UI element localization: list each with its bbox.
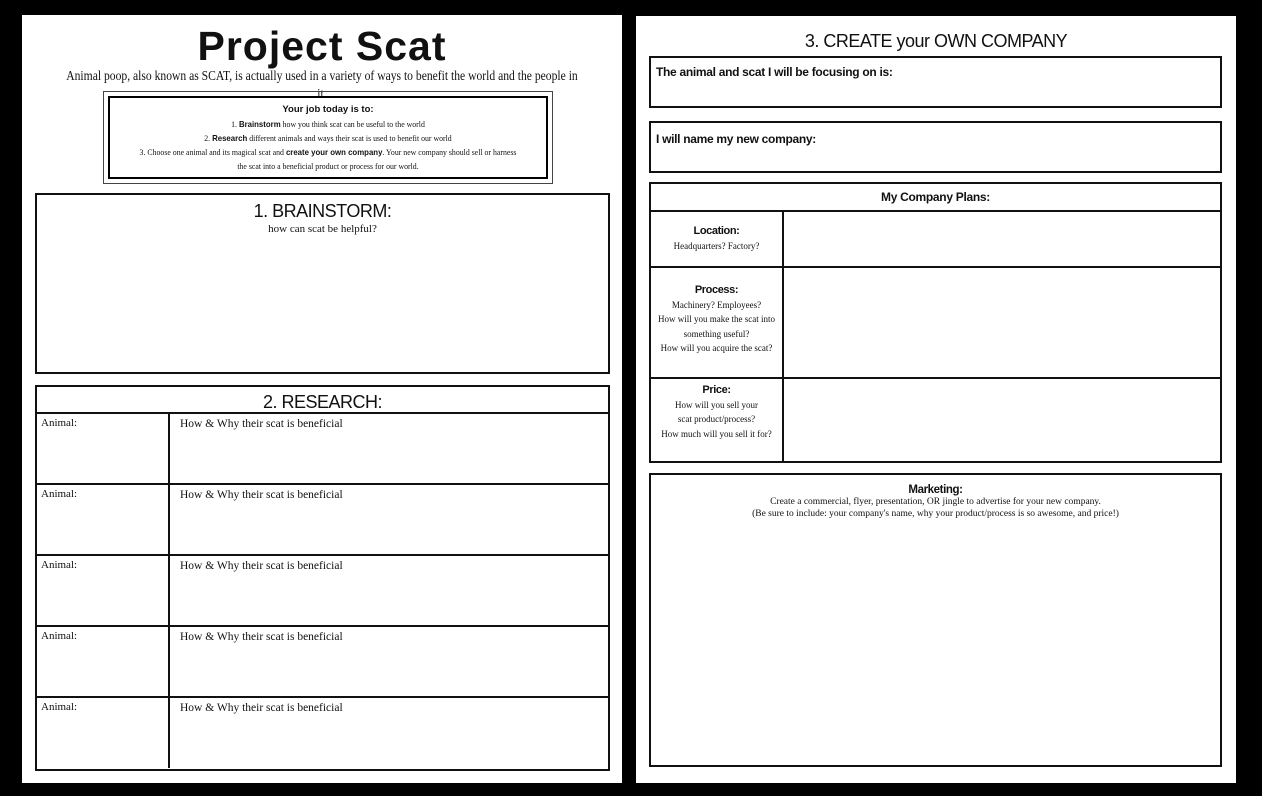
plans-row-location[interactable] — [651, 212, 1220, 268]
marketing-section[interactable] — [649, 473, 1222, 767]
research-heading: 2. RESEARCH: — [37, 387, 608, 414]
job-step-3: 3. Choose one animal and its magical scat and create your own company. Your new company should sell or harness — [139, 147, 517, 157]
benefit-cell[interactable]: How & Why their scat is beneficial — [180, 631, 343, 643]
animal-cell[interactable]: Animal: — [37, 698, 170, 768]
worksheet-page-right — [636, 16, 1236, 783]
price-hint: How much will you sell it for? — [661, 428, 772, 439]
animal-cell[interactable]: Animal: — [37, 485, 170, 554]
brainstorm-heading: 1. BRAINSTORM: — [253, 201, 392, 221]
process-hint: Machinery? Employees? — [671, 299, 762, 310]
job-step-1: 1. Brainstorm how you think scat can be useful to the world — [231, 119, 425, 129]
benefit-cell[interactable]: How & Why their scat is beneficial — [180, 489, 343, 501]
location-hint: Headquarters? Factory? — [673, 240, 760, 251]
marketing-title: Marketing: — [908, 484, 963, 496]
animal-cell[interactable]: Animal: — [37, 414, 170, 483]
job-step-2: 2. Research different animals and ways their scat is used to benefit our world — [204, 133, 452, 143]
process-title: Process: — [694, 284, 739, 296]
page-title: Project Scat — [197, 23, 447, 69]
location-label-cell — [651, 212, 784, 266]
location-title: Location: — [693, 225, 740, 237]
research-row — [37, 414, 608, 485]
plans-row-process[interactable] — [651, 268, 1220, 379]
brainstorm-prompt: how can scat be helpful? — [268, 223, 377, 235]
job-box-inner — [108, 96, 548, 179]
research-row — [37, 485, 608, 556]
company-plans-table — [649, 182, 1222, 463]
process-hint: How will you make the scat into — [658, 314, 775, 324]
price-title: Price: — [702, 384, 731, 396]
research-row — [37, 627, 608, 698]
animal-cell[interactable]: Animal: — [37, 556, 170, 625]
benefit-cell[interactable]: How & Why their scat is beneficial — [180, 418, 343, 430]
focus-animal-label: The animal and scat I will be focusing on is: — [656, 65, 893, 79]
price-label-cell — [651, 379, 784, 461]
brainstorm-section[interactable] — [35, 193, 610, 374]
benefit-cell[interactable]: How & Why their scat is beneficial — [180, 560, 343, 572]
company-name-label: I will name my new company: — [656, 132, 816, 146]
worksheet-page-left — [22, 15, 622, 783]
benefit-cell[interactable]: How & Why their scat is beneficial — [180, 702, 343, 714]
price-hint: scat product/process? — [677, 414, 756, 424]
research-table — [35, 385, 610, 771]
plans-row-price[interactable] — [651, 379, 1220, 461]
process-hint: something useful? — [683, 328, 750, 339]
process-label-cell — [651, 268, 784, 377]
company-name-field[interactable] — [649, 121, 1222, 173]
company-plans-heading: My Company Plans: — [651, 184, 1220, 212]
animal-cell[interactable]: Animal: — [37, 627, 170, 696]
job-heading: Your job today is to: — [282, 104, 374, 115]
price-hint: How will you sell your — [675, 399, 758, 410]
page-subtitle: Animal poop, also known as SCAT, is actually used in a variety of ways to benefit the world and the people in it. — [66, 68, 578, 101]
focus-animal-field[interactable] — [649, 56, 1222, 108]
job-box — [103, 91, 553, 184]
process-hint: How will you acquire the scat? — [660, 343, 773, 353]
create-company-heading: 3. CREATE your OWN COMPANY — [804, 31, 1068, 51]
research-row — [37, 698, 608, 768]
marketing-note: (Be sure to include: your company's name, why your product/process is so awesome, and price!) — [752, 508, 1119, 519]
job-step-3-continued: the scat into a beneficial product or process for our world. — [237, 161, 419, 171]
research-row — [37, 556, 608, 627]
marketing-instructions: Create a commercial, flyer, presentation, OR jingle to advertise for your new company. — [770, 497, 1101, 507]
